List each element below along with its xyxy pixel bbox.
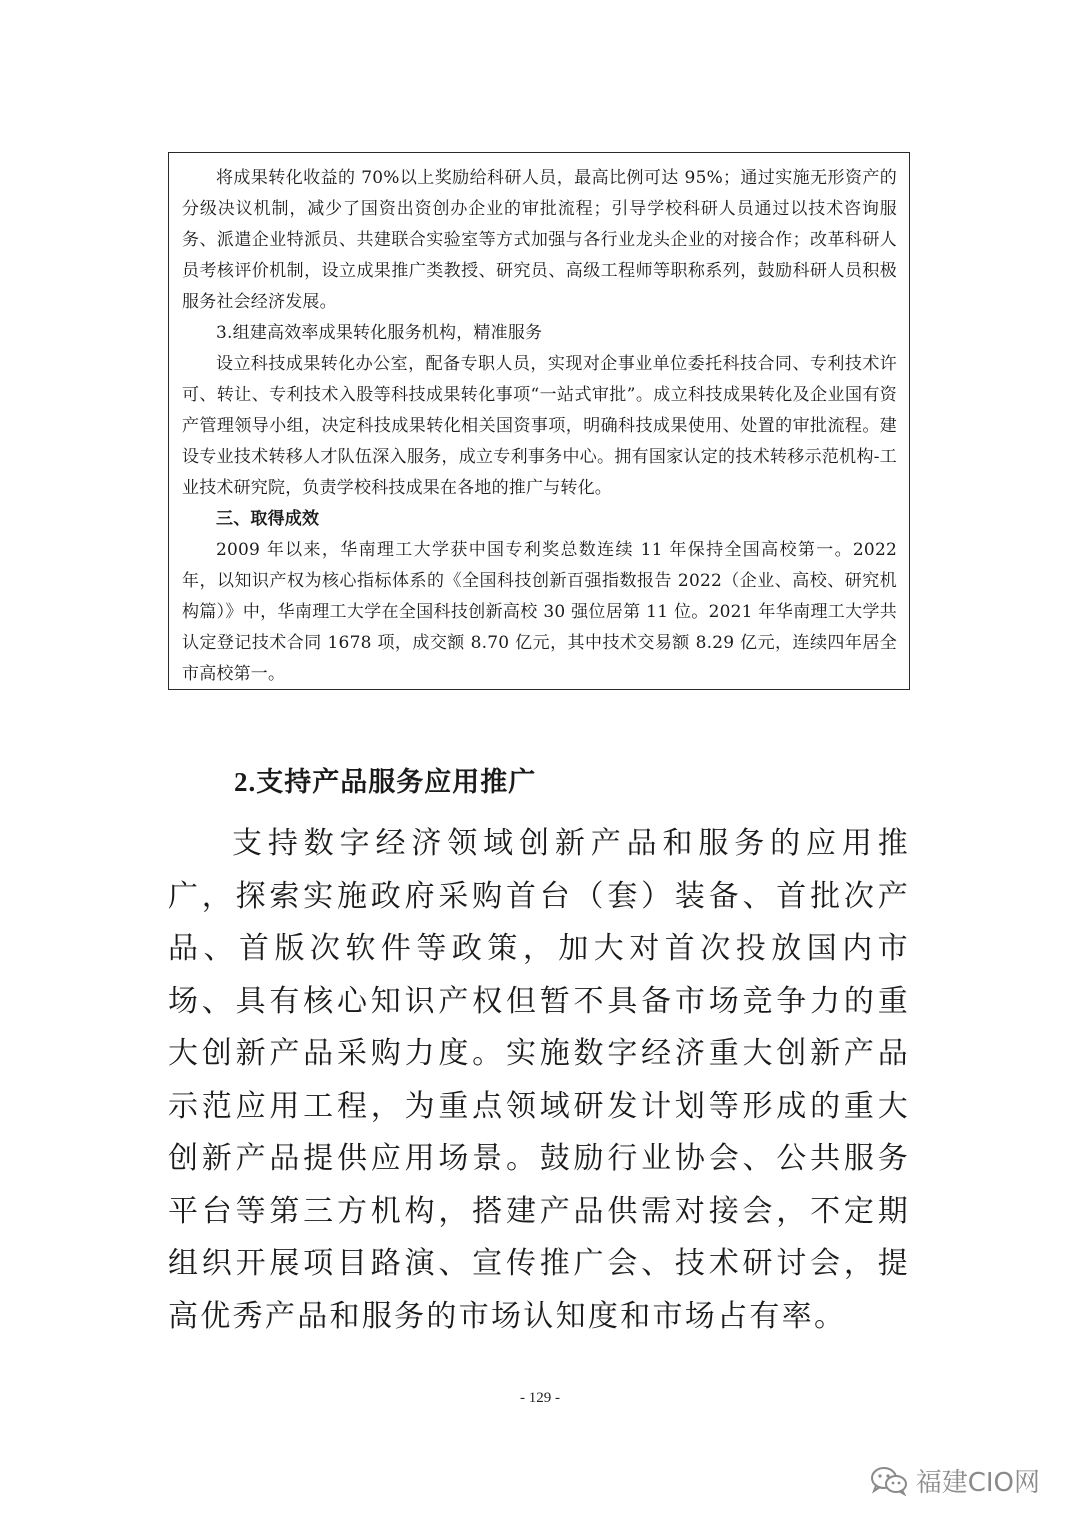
box-subheading-3: 3.组建高效率成果转化服务机构，精准服务	[216, 323, 543, 343]
box-heading-results: 三、取得成效	[216, 509, 320, 529]
watermark-text: 福建CIO网	[915, 1468, 1040, 1498]
section-number: 2.	[234, 767, 257, 797]
wechat-icon	[870, 1466, 908, 1496]
box-paragraph-2: 设立科技成果转化办公室，配备专职人员，实现对企事业单位委托科技合同、专利技术许可、转让、专利技术入股等科技成果转化事项“一站式审批”。成立科技成果转化及企业国有资产管理领导小组，决定科技成果转化相关国资事项，明确科技成果使用、处置的审批流程。建设专业技术转移人才队伍深入服务，成立专利事务中心。拥有国家认定的技术转移示范机构-工业技术研究院，负责学校科技成果在各地的推广与转化。	[182, 354, 897, 498]
page-number: - 129 -	[520, 1390, 560, 1406]
watermark	[870, 1462, 1040, 1499]
box-paragraph-1: 将成果转化收益的 70%以上奖励给科研人员，最高比例可达 95%；通过实施无形资产的分级决议机制，减少了国资出资创办企业的审批流程；引导学校科研人员通过以技术咨询服务、派遣企业特派员、共建联合实验室等方式加强与各行业龙头企业的对接合作；改革科研人员考核评价机制，设立成果推广类教授、研究员、高级工程师等职称系列，鼓励科研人员积极服务社会经济发展。	[182, 168, 897, 312]
section-title	[234, 760, 536, 799]
box-paragraph-3: 2009 年以来，华南理工大学获中国专利奖总数连续 11 年保持全国高校第一。2022 年，以知识产权为核心指标体系的《全国科技创新百强指数报告 2022（企业、高校、研究机构篇）》中，华南理工大学在全国科技创新高校 30 强位居第 11 位。2021 年华南理工大学共认定登记技术合同 1678 项，成交额 8.70 亿元，其中技术交易额 8.29 亿元，连续四年居全市高校第一。	[182, 540, 897, 684]
section-body-paragraph: 支持数字经济领域创新产品和服务的应用推广，探索实施政府采购首台（套）装备、首批次产品、首版次软件等政策，加大对首次投放国内市场、具有核心知识产权但暂不具备市场竞争力的重大创新产品采购力度。实施数字经济重大创新产品示范应用工程，为重点领域研发计划等形成的重大创新产品提供应用场景。鼓励行业协会、公共服务平台等第三方机构，搭建产品供需对接会，不定期组织开展项目路演、宣传推广会、技术研讨会，提高优秀产品和服务的市场认知度和市场占有率。	[168, 826, 910, 1334]
section-title-text: 支持产品服务应用推广	[256, 767, 537, 798]
case-study-box	[168, 152, 910, 690]
